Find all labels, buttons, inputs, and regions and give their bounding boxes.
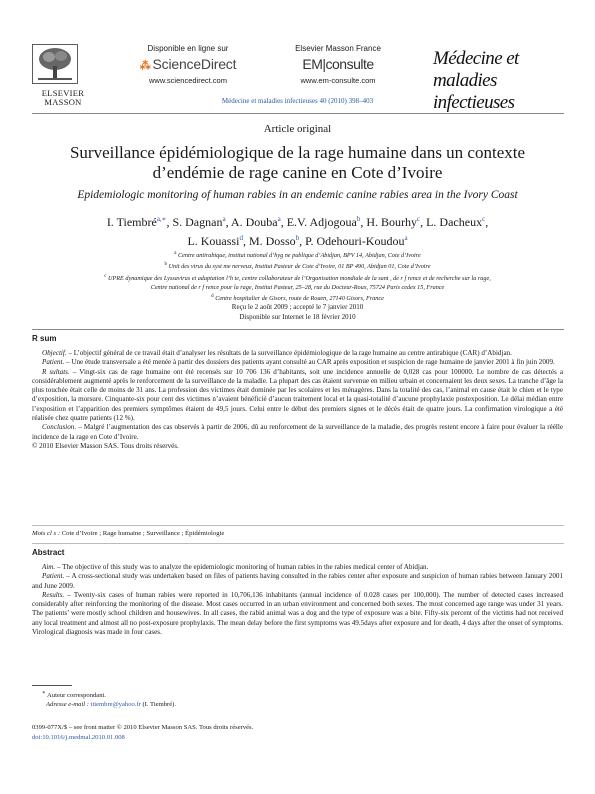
- sciencedirect-dots-icon: ⁂: [139, 60, 151, 72]
- paragraph-label: R sultats.: [42, 367, 70, 376]
- front-matter-line: 0399-077X/$ – see front matter © 2010 Elsevier Masson SAS. Tous droits réservés.: [32, 724, 254, 731]
- abstract-divider: [32, 329, 564, 330]
- author: E.V. Adjogoua: [286, 215, 357, 229]
- paragraph-text: – A cross-sectional study was undertaken based on files of patients having consulted in the rabies center after exposure and suspicion of human rabies between January 2001 and June 2009.: [32, 572, 563, 590]
- publisher-logo-text: ELSEVIER MASSON: [41, 88, 85, 107]
- paragraph-text: – Une étude transversale a été menée à partir des dossiers des patients ayant consulté au CAR après exposition et suspicion de rage humaine de janvier 2001 à fin juin 2009.: [64, 358, 555, 367]
- affiliations: [34, 249, 561, 303]
- sciencedirect-tagline: Disponible en ligne sur: [147, 44, 229, 53]
- affiliation: [34, 283, 561, 292]
- sciencedirect-logo[interactable]: [128, 56, 248, 72]
- resume-paragraph: [32, 349, 563, 358]
- abstract-paragraph: [32, 591, 563, 637]
- sciencedirect-url[interactable]: www.sciencedirect.com: [149, 76, 227, 85]
- abstract-en-divider: [32, 543, 564, 544]
- journal-logo-line2: maladies infectieuses: [433, 70, 515, 113]
- author: H. Bourhy: [366, 215, 417, 229]
- footnote-marker: ∗: [42, 690, 46, 696]
- affiliation-marker: d: [211, 294, 214, 299]
- journal-logo-line1: Médecine et: [433, 48, 519, 69]
- authors-line2: L. Kouassi$^d$, M. Dosso$^b$, P. Odehouri-Koudou$^a$: [187, 234, 408, 248]
- paragraph-text: – Vingt-six cas de rage humaine ont été recensés sur 10 706 136 d’habitants, soit une incidence annuelle de 0,028 cas pour 100000. Le nombre de cas détectés a considérablement augmenté après le renforcement de la surveillance de la maladie. La plupart des cas étaient survenue en milieu urbain et concernaient les deux sexes. La tranche d’âge la plus touchée était celle de moins de 31 ans. La profession des victimes était dominée par les scolaires et les ménagères. Dans la totalité des cas, l’animal en cause était le chien et le type d’exposition, la morsure. Cinquante-six pour cent des victimes n’avaient bénéficié d’aucun traitement local et la quasi-totalité d’aucune prophylaxie postexposition. Le délai médian entre l’exposition et l’apparition des premiers symptômes étaient de 49,5 jours. Celui entre le début des premiers signes et le décès était de quatre jours. La confirmation virologique a été réalisée chez quatre patients (12 %).: [32, 367, 563, 423]
- affiliation: [34, 260, 561, 271]
- paragraph-text: – The objective of this study was to analyze the epidemiologic monitoring of human rabies in the rabies medical center of Abidjan.: [55, 563, 429, 571]
- emconsulte-logo[interactable]: EM|consulte: [302, 56, 374, 72]
- resume-paragraph: [32, 423, 563, 442]
- email-link[interactable]: itiembre@yahoo.fr: [90, 701, 141, 709]
- journal-citation[interactable]: Médecine et maladies infectieuses 40 (2010) 398–403: [221, 97, 374, 105]
- footnote-divider: [32, 685, 72, 686]
- author-affil-link[interactable]: b: [295, 234, 300, 242]
- article-title: [40, 143, 555, 183]
- author-list: [40, 211, 555, 249]
- title-line1: Surveillance épidémiologique de la rage humaine dans un contexte: [69, 143, 526, 162]
- author: L. Kouassi: [187, 234, 240, 248]
- paragraph-label: Results.: [42, 590, 65, 599]
- article-dates: [0, 303, 595, 322]
- paragraph-label: Objectif.: [42, 349, 67, 357]
- author-affil-link[interactable]: b: [356, 215, 361, 223]
- header-divider: [32, 113, 564, 114]
- author-affil-link[interactable]: c: [482, 215, 486, 223]
- footnote-email-line: [32, 700, 563, 709]
- paragraph-text: – Twenty-six cases of human rabies were reported in 10,706,136 inhabitants (annual incidence of 0.028 cases per 100,000). The number of detected cases increased considerably after reinforcing the monitoring of the disease. Most cases occurred in an urban environment and concerned both sexes. The most concerned age range was under 31 years. The patients’ were mostly school children and housewives. In all cases, the rabid animal was a dog and the type of exposure was a bite. Fifty-six percent of the victims had not received any local treatment and almost all no post-exposure prophylaxis. The mean delay before the first symptoms was 49.5days after exposure and for death, 4 days after the onset of symptoms. Virological diagnosis was made in four cases.: [32, 590, 563, 637]
- author: A. Douba: [230, 215, 278, 229]
- author-affil-link[interactable]: d: [239, 234, 243, 242]
- affiliation-marker: a: [174, 251, 177, 256]
- authors-line1: I. Tiembré$^{a,∗}$, S. Dagnan$^a$, A. Douba$^a$, E.V. Adjogoua$^b$, H. Bourhy$^c$, L. Dacheux$^c$,: [106, 215, 489, 229]
- author: S. Dagnan: [172, 215, 223, 229]
- author: I. Tiembré: [106, 215, 157, 229]
- paragraph-label: Patient.: [42, 358, 65, 367]
- affiliation-marker: b: [164, 262, 168, 268]
- paragraph-text: – L’objectif général de ce travail était d’analyser les résultats de la surveillance épidémiologique de la rage humaine au centre antirabique (CAR) d’Abidjan.: [66, 349, 512, 357]
- affiliation-text: Centre hospitalier de Gisors, route de Rouen, 27140 Gisors, France: [215, 295, 384, 303]
- paragraph-label: Patient.: [42, 572, 65, 581]
- footnote-corresponding: [32, 689, 563, 700]
- abstract-paragraph: [32, 572, 563, 591]
- elsevier-tree-icon: [32, 44, 78, 84]
- affiliation-text: UPRE dynamique des Lyssavirus et adaptation l’h te, centre collaborateur de l’Organisation mondiale de la sant , de r f rence et de recherche sur la rage,: [108, 274, 491, 282]
- received-date: Reçu le 2 août 2009 ; accepté le 7 janvier 2010: [231, 303, 364, 311]
- emconsulte-tagline: Elsevier Masson France: [295, 44, 381, 53]
- author-affil-link[interactable]: c: [416, 215, 421, 223]
- affiliation-text: Unit des virus du syst me nerveux, Institut Pasteur de Cote d’Ivoire, 01 BP 490, Abidjan 01, Cote d’Ivoire: [168, 263, 431, 271]
- author-affil-link[interactable]: a,∗: [156, 215, 167, 223]
- emconsulte-block: [279, 44, 397, 85]
- abstract-body: [32, 563, 563, 637]
- sciencedirect-block: [128, 44, 248, 85]
- emconsulte-url[interactable]: www.em-consulte.com: [300, 76, 376, 85]
- abstract-heading: Abstract: [32, 548, 65, 557]
- paragraph-label: Conclusion.: [42, 423, 77, 432]
- footnote-text: Auteur correspondant.: [47, 692, 107, 700]
- title-line2: d’endémie de rage canine en Cote d’Ivoire: [152, 163, 443, 182]
- email-owner: (I. Tiembré).: [142, 701, 177, 709]
- affiliation-marker: c: [104, 273, 107, 279]
- author: P. Odehouri-Koudou: [305, 234, 405, 248]
- article-title-english: Epidemiologic monitoring of human rabies in an endemic canine rabies area in the Ivory Coast: [77, 189, 518, 201]
- author-affil-link[interactable]: a: [222, 215, 226, 223]
- keywords-list: Cote d’Ivoire ; Rage humaine ; Surveillance ; Épidémiologie: [61, 530, 225, 537]
- sciencedirect-logo-text: ScienceDirect: [152, 56, 237, 72]
- keywords-label: Mots cl s :: [32, 530, 61, 537]
- author-affil-link[interactable]: a: [277, 215, 281, 223]
- affiliation: [34, 272, 561, 283]
- email-label: Adresse e-mail :: [46, 701, 89, 709]
- bottom-identifiers: [32, 723, 253, 742]
- author: L. Dacheux: [426, 215, 483, 229]
- resume-heading: R sum: [32, 334, 57, 343]
- author: M. Dosso: [248, 234, 296, 248]
- paragraph-label: Aim.: [42, 563, 56, 571]
- affiliation-text: Centre national de r f rence pour la rage, Institut Pasteur, 25–28, rue du Docteur-Roux, 75724 Paris cedex 15, France: [150, 283, 445, 291]
- affiliation: [34, 292, 561, 303]
- doi-link[interactable]: doi:10.1016/j.medmal.2010.01.008: [32, 733, 125, 741]
- resume-paragraph: [32, 358, 563, 367]
- paragraph-text: – Malgré l’augmentation des cas observés à partir de 2006, dû au renforcement de la surveillance de la maladie, des progrès restent encore à faire pour évaluer la réélle incidence de la rage en Cote d’Ivoire.: [32, 423, 563, 441]
- corresponding-footnote: [32, 689, 563, 709]
- abstract-paragraph: [32, 563, 563, 572]
- resume-body: [32, 349, 563, 451]
- keywords-divider: [32, 525, 564, 526]
- resume-copyright: © 2010 Elsevier Masson SAS. Tous droits réservés.: [32, 441, 179, 450]
- author-affil-link[interactable]: a: [404, 234, 408, 242]
- affiliation-text: Centre antirabique, institut national d’hyg ne publique d’Abidjan, BPV 14, Abidjan, Cote d’Ivoire: [178, 252, 421, 260]
- affiliation: [34, 249, 561, 260]
- resume-paragraph: [32, 368, 563, 424]
- online-date: Disponible sur Internet le 18 février 2010: [239, 312, 356, 321]
- keywords: [32, 530, 563, 537]
- article-type: Article original: [263, 123, 332, 135]
